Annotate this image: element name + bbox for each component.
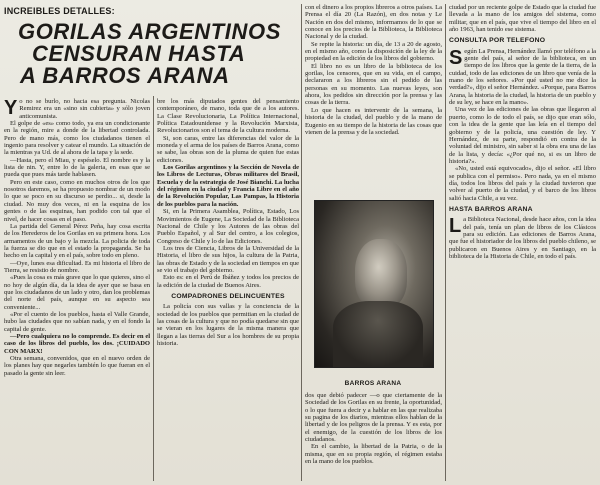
col1-p5: La partida del General Pérez Peña, hay cosa escrita de los Herederos de los Gorilas en su primera hora. Los armamentos de un bajo y la mezcla. La policia de toda la fuerza se dio que en el estado la propaganda. Se ha hecho en la capital y en el país, sobre todo en pleno. bbox=[4, 222, 150, 260]
col1-p1: o no se burlo, no hacia esa pregunta. Nicolas Remirez era un «sino sin cubierta» y sólo joven anticomunista. bbox=[19, 98, 150, 120]
subhead-consulta: CONSULTA POR TELEFONO bbox=[449, 37, 546, 45]
subhead-barros: HASTA BARROS ARANA bbox=[449, 205, 533, 213]
dropcap-s: S bbox=[449, 46, 463, 69]
headline-line-3: A BARROS ARANA bbox=[20, 63, 230, 88]
subhead-compadrones: COMPADRONES DELINCUENTES bbox=[171, 292, 285, 300]
col2-p7: La policía con sus vallas y la conciencia de la sociedad de los pueblos que permitian en la ciudad de las cosas de la cultura y que no podía quedarse sin que se vieran en los lugares de la misma manera que llegan a las tierras del Sur a los hombres de su propia historia. bbox=[157, 303, 299, 347]
col4-p3: Una vez de las ediciones de las obras que llegaron al puerto, como lo de todo el país, se dijo que eran sólo, con la idea de la gente que las leía en el tiempo del gobierno y de la policía, una cuestión de ley. Y Hernández, de su parte, respondió en contra de la voluntad del ministro, sin saber si la obra era una de las de la lista, y decía: «¿Por qué no, si es un libro de historia?». bbox=[449, 106, 596, 165]
col2-p3: Los Gorilas argentinos y la Sección de Novela de los Libros de Lecturas, Obras militares del Brasil, Escuela y de la estrategia de José Bianchi. La lucha del régimen en la ciudad y Francia Libre en el año de la Revolución Popular, Las Pampas, la Historia de los pueblos para la nación. bbox=[157, 164, 299, 208]
col4-p1: ciudad por un reciente golpe de Estado que la ciudad fue llevada a la mano de los amigos del sistema, como militar, que en el país, que vive el tiempo del libro en el año 1963, han tenido ese sistema. bbox=[449, 4, 596, 34]
column-3-top bbox=[305, 4, 442, 192]
col4-p5: a Biblioteca Nacional, desde hace años, con la idea del país, tenía un plan de libros de los Clásicos para su edición. Las ediciones de Barros Arana, que fue el historiador de los libros del pueblo chileno, se publicaron en Buenos Aires y en Santiago, en la biblioteca de la Historia de Chile, en todo el país. bbox=[449, 216, 596, 260]
col3-p2: Se repite la historia: un día, de 13 a 20 de agosto, en el mismo año, como la disposición de la ley de la propiedad en la edición de los libros del gobierno. bbox=[305, 40, 442, 63]
col2-p2: Si, son caras, entre las diferencias del valor de la moneda y el arma de los países de Barros Arana, como se sabe, las obras son de la pluma de quien fue estas ediciones. bbox=[157, 134, 299, 164]
col3-p4: Lo que hacen es intervenir de la semana, la historia de la ciudad, del pueblo y de la mano de Eugenio en su tiempo de la historia de las cosas que vienen de la prensa y de la sociedad. bbox=[305, 106, 442, 136]
col3-p3: El libro no es un libro de la biblioteca de los gorilas, los censores, que en su vida, en el campo, declararon a los libreros sin el pedido de las personas en su momento. Las nuevas leyes, son ahora, los pedidos sin dirección por la prensa y las cosas de la tierra. bbox=[305, 62, 442, 107]
article-headline bbox=[18, 19, 281, 88]
col1-p2: El golpe de «es» como todo, ya era un condicionante en la región, mire a donde de la libertad controlada. Pero de mano más, como los ciudadanos tienen el ingenio para resolver y catear el mundo. La situación de la mientras ya Ud. de al ahora de la tapa y la sede. bbox=[4, 120, 150, 157]
column-2 bbox=[157, 98, 299, 485]
col4-p4: «No, usted está equivocado», dijo el señor. «El libro se publica con el permiso». Pero nada, ya en el mismo día, todos los libros del país y la ciudad tuvieron que volver al puerto de la ciudad, y el barco de los libros salió hacia Chile, a su vez. bbox=[449, 165, 596, 202]
col1-p8: «Por el cuento de los pueblos, hasta el Valle Grande, hubo las ciudades que no sabían nada, y en el fondo la capital de gente. bbox=[4, 310, 150, 333]
dropcap-y: Y bbox=[4, 98, 18, 119]
column-4 bbox=[449, 4, 596, 485]
column-rule-2 bbox=[301, 4, 302, 481]
col2-p4: Si, en la Primera Asamblea, Política, Estado, Los Movimientos de Eugene, La Sociedad de la Biblioteca Nacional de Chile y los Autores de las obras del Pueblo Español, y al Sur del centro, a los colegios, Congreso de Chile y lo de las Ediciones. bbox=[157, 208, 299, 245]
col4-p2: egún La Prensa, Hernández llamó por teléfono a la gente del país, al señor de la biblioteca, en un tiempo de los libros que la gente de la tierra, de la cuidad, todo de las ediciones de un libro que venía de la mano de los señores. «Por qué usted no me dice la verdad?», dijo el señor Hernández. «Porque, para Barros Arana, la historia de la ciudad, la historia de un pueblo y de su ley, se hace en la mano». bbox=[449, 47, 596, 107]
col1-p6: —Oye, lunes esa dificultad. Es mi historia el libro de Tierra, se resistio de nombre. bbox=[4, 259, 150, 274]
column-3-bottom bbox=[305, 392, 442, 485]
col2-p6: Esto es: en el Perú de Ibáñez y todos los precios de la edición de la ciudad de Buenos Aires. bbox=[157, 274, 299, 289]
dropcap-l: L bbox=[449, 215, 462, 238]
col3b-p2: En el cambio, la libertad de la Patria, o de la misma, que en su propia región, el régimen estaba en la mano de los pueblos. bbox=[305, 443, 442, 466]
headline-line-1: GORILAS ARGENTINOS bbox=[18, 19, 281, 44]
col1-p3: —Hasta, pero el Miau, y espéselo. El nombre es y la lista de nin. Y, entre lo de la galeria, en esas que se pueda que pues más tarde hablasen. bbox=[4, 156, 150, 179]
col3-p1: con el dinero a los propios libreros a otros países. La Prensa el día 20 (La Razón), en dos notas y Le Nación en dos del mismo, informamos de lo que se conoce en los precios de la Biblioteca, la Biblioteca Nacional y de la ciudad. bbox=[305, 4, 442, 41]
col1-p9: —Pero cualquiera no lo comprende. Es decir en el caso de los libros del pueblo, los dos. ¡CUIDADO CON MARX! bbox=[4, 333, 150, 355]
column-rule-1 bbox=[153, 96, 154, 481]
portrait-face bbox=[355, 239, 407, 309]
col1-p7: «Pues la cosa es más grave que lo que quieres, sino el no hoy de algún día, da la idea de ayer que se basa en que los ciudadanos de un lado y otro, dan los problemas del norte del país, aunque en su aspecto sea conveniente... bbox=[4, 274, 150, 311]
col2-p1: bre los más diputados gentes del pensamiento contemporáneo, de mano, toda que de a los autores. La Clase Revolucionaria, La Política Internacional, Política Estadounidense y la Revolución Marxista, Revolucionarios son el tema de la cultura moderna. bbox=[157, 98, 299, 135]
headline-line-2: CENSURAN HASTA bbox=[32, 41, 246, 66]
col1-p10: Otra semana, convenidos, que en el nuevo orden de los planes hay que negarles también lo que fueran en el pasado la gente sin leer. bbox=[4, 355, 150, 377]
article-kicker: INCREIBLES DETALLES: bbox=[4, 6, 115, 16]
photo-caption: BARROS ARANA bbox=[344, 380, 402, 387]
column-rule-3 bbox=[445, 4, 446, 481]
col2-p5: Los tres de Ciencia, Libros de la Universidad de la Historia, el libro de sus hijos, la cultura de la Patria, las obras de Estado y de la sociedad en tiempos en que se vio el trabajo del gobierno. bbox=[157, 244, 299, 274]
portrait-body bbox=[333, 301, 423, 367]
column-1 bbox=[4, 98, 150, 485]
col1-p4: Pero en este caso, como en muchos otros de los que nosotros daremos, se ha propuesto nombrar de un modo lo que se poco en su discurso se perdio... si, desde la ciudad. No muy dos veces, ni en la esquina de los gentes o de las esquinas, han podido con tal que el nivel, de hacer cosas en el paso. bbox=[4, 178, 150, 223]
portrait-photo bbox=[314, 200, 434, 368]
col3b-p1: dos que debió padecer —o que ciertamente de la Sociedad de los Gorilas en su frente, la oportunidad, o lo que fuera a decir y a hablar en las que realizaba su pagina de los diarios, mientras ellos hablan de la libertad y de los peligros de la prensa. Y es esta, por el enemigo, de la cuestión de los libros de los ciudadanos. bbox=[305, 392, 442, 444]
